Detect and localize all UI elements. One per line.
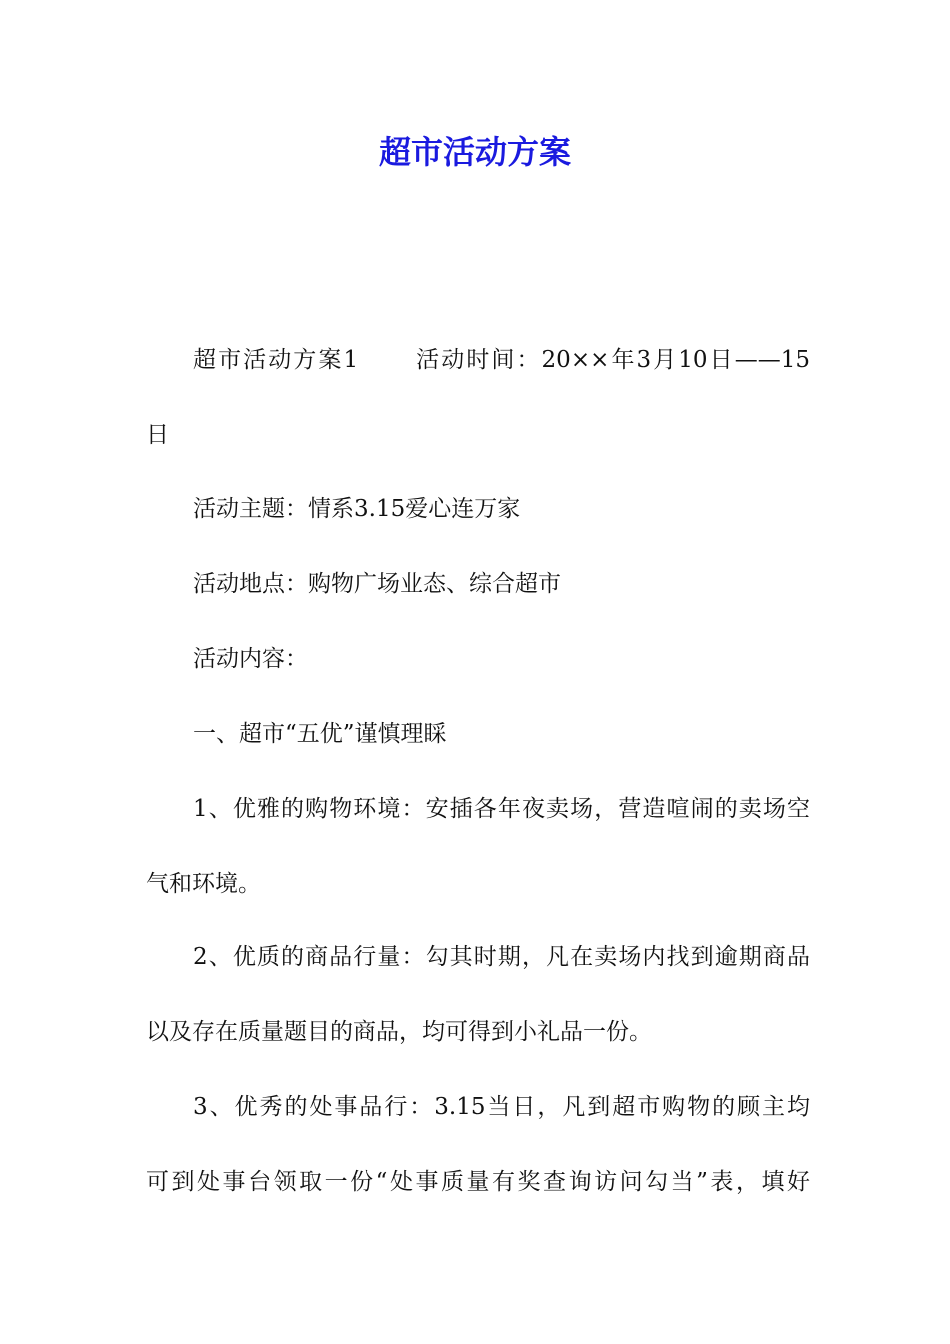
paragraph-line: 活动内容：	[193, 646, 308, 672]
paragraph-line: 1、优雅的购物环境：安插各年夜卖场，营造喧闹的卖场空	[193, 796, 810, 822]
paragraph-line: 3、优秀的处事品行：3.15当日，凡到超市购物的顾主均	[193, 1094, 810, 1120]
paragraph-line: 一、超市“五优”谨慎理睬	[193, 721, 447, 747]
paragraph-line: 可到处事台领取一份“处事质量有奖查询访问勾当”表，填好	[146, 1169, 810, 1195]
line-segment: 活动时间：20××年3月10日——15	[414, 347, 810, 373]
line-segment: 超市活动方案1	[193, 347, 359, 373]
paragraph-line: 日	[146, 422, 169, 448]
paragraph-line	[193, 340, 810, 380]
document-title: 超市活动方案	[378, 133, 571, 171]
paragraph-line: 2、优质的商品行量：勾其时期，凡在卖场内找到逾期商品	[193, 944, 810, 970]
paragraph-line: 活动地点：购物广场业态、综合超市	[193, 571, 561, 597]
paragraph-line: 以及存在质量题目的商品，均可得到小礼品一份。	[146, 1019, 652, 1045]
paragraph-line: 活动主题：情系3.15爱心连万家	[193, 496, 521, 522]
paragraph-line: 气和环境。	[146, 871, 261, 897]
